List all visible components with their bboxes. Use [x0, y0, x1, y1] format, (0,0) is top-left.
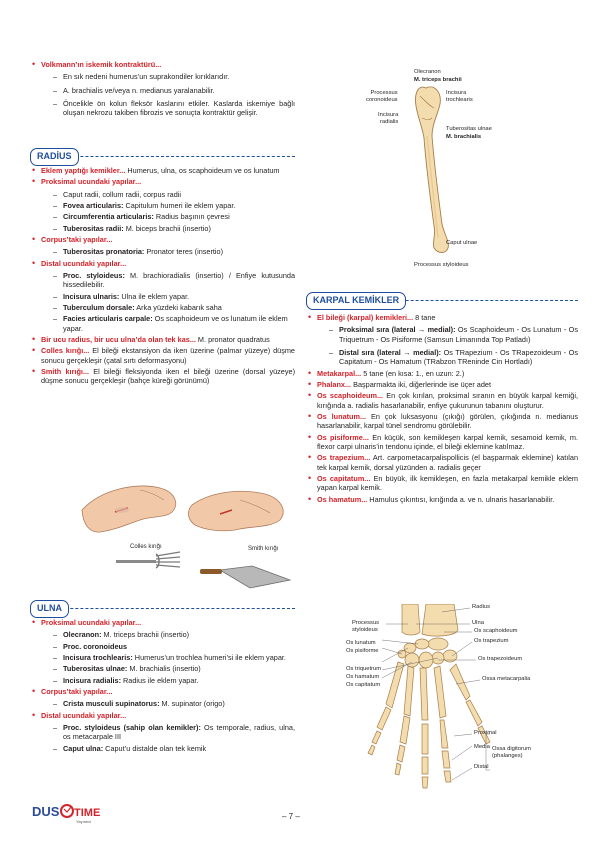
colles-label: Colles kırığı... — [41, 346, 90, 356]
ulna-section — [30, 598, 295, 755]
label-ulna: Ulna — [472, 620, 484, 626]
colles-figure-label: Colles kırığı — [130, 544, 162, 550]
label-proc-styloideus: Processus styloideus — [414, 262, 469, 268]
ulna-heading: ULNA — [30, 600, 69, 618]
ulna-corpus-label: Corpus’taki yapılar... — [41, 686, 113, 696]
hand-skeleton-figure — [346, 604, 578, 794]
hamatum-text: Hamulus çıkıntısı, kırığında a. ve n. ulnaris hasarlanabilir. — [367, 494, 555, 504]
pisiforme-label: Os pisiforme... — [317, 432, 369, 442]
list-item: – Tuberositas pronatoria: Pronator teres (insertio) — [41, 247, 295, 256]
radius-biruc-text: M. pronator quadratus — [195, 334, 270, 344]
trapezium-text: Art. carpometacarpalispollicis (el başparmak eklemine) katılan tek karpal kemik, dorsal yüzünden a. radialis geçer — [317, 453, 579, 472]
radius-heading: RADİUS — [30, 148, 79, 166]
label-os-trapezoideum: Os trapezoideum — [478, 656, 523, 662]
karpal-heading: KARPAL KEMİKLER — [306, 292, 406, 310]
label-distal: Distal — [474, 764, 489, 770]
phalanx-label: Phalanx... — [317, 379, 352, 389]
label-olecranon: Olecranon — [414, 69, 441, 75]
radius-eklem-text: Humerus, ulna, os scaphoideum ve os lunatum — [125, 166, 280, 175]
list-item: – Öncelikle ön kolun fleksör kaslarını etkiler. Kaslarda iskemiye bağlı oluşan nekrozu takiben fibrozis ve sonuçta kontraktür gelişir. — [41, 99, 295, 118]
colles-text: El bileği ekstansiyon da iken üzerine (palmar yüzeye) düşme sonucu gerçekleşir (çatal sırtı deformasyonu) — [41, 346, 295, 365]
list-item: – Crista musculi supinatorus: M. supinator (origo) — [41, 699, 295, 708]
list-item: – Incisura radialis: Radius ile eklem yapar. — [41, 676, 295, 685]
label-caput-ulnae: Caput ulnae — [446, 240, 478, 246]
radius-distal-label: Distal ucundaki yapılar... — [41, 258, 127, 268]
list-item: – Tuberculum dorsale: Arka yüzdeki kabarık saha — [41, 303, 295, 312]
label-proximal: Proximal — [474, 730, 497, 736]
ulna-distal-label: Distal ucundaki yapılar... — [41, 710, 127, 720]
pisiforme-text: En küçük, son kemikleşen karpal kemik, sesamoid kemik, m. flexor carpi ulnaris’in tendonu içinde, el bileği eklemine katılmaz. — [317, 432, 578, 451]
label-incisura-radialis: Incisura radialis — [378, 112, 399, 125]
page-number: – 7 – — [282, 812, 300, 821]
radius-eklem-label: Eklem yaptığı kemikler... — [41, 166, 126, 175]
list-item: – En sık nedeni humerus’un suprakondiler kırıklarıdır. — [41, 72, 295, 81]
list-item: – Proc. coronoideus — [41, 642, 295, 651]
smith-text: El bileği fleksiyonda iken el bileği üzerine (dorsal yüzeye) düşme sonucu gerçekleşir (bahçe küreği görünümü) — [41, 366, 295, 386]
list-item: – A. brachialis ve/veya n. medianus yaralanabilir. — [41, 86, 295, 95]
logo-text-dus: DUS — [32, 804, 60, 819]
list-item: – Caput ulna: Caput’u distalde olan tek kemik — [41, 744, 295, 753]
metakarpal-text: 5 tane (en kısa: 1., en uzun: 2.) — [361, 368, 465, 378]
karpal-bilegi-label: El bileği (karpal) kemikleri... — [317, 313, 414, 322]
capitatum-text: En büyük, ilk kemikleşen, en fazla metakarpal kemikle eklem yapan karpal kemik. — [317, 473, 578, 493]
karpal-bilegi-text: 8 tane — [413, 313, 436, 322]
radius-section — [30, 146, 295, 388]
smith-figure-label: Smith kırığı — [248, 546, 279, 552]
list-item: – Circumferentia articularis: Radius başının çevresi — [41, 212, 295, 221]
label-os-trapezium: Os trapezium — [474, 638, 509, 644]
phalanx-text: Başparmakta iki, diğerlerinde ise üçer adet — [351, 379, 492, 389]
list-item: – Tuberositas radii: M. biceps brachii (insertio) — [41, 224, 295, 233]
list-item: – Caput radii, collum radii, corpus radii — [41, 190, 295, 199]
list-item: – Fovea articularis: Capitulum humeri ile eklem yapar. — [41, 201, 295, 210]
metakarpal-label: Metakarpal... — [317, 368, 362, 378]
list-item: – Incisura trochlearis: Humerus’un trochlea humeri’si ile eklem yapar. — [41, 653, 295, 662]
scaphoideum-text: En çok kırılan, proksimal sıranın en büyük karpal kemiği, kırığında a. radialis hasarlanabilir, enfiye çukurunun tabanını oluşturur. — [317, 391, 578, 410]
label-ossa-metacarpalia: Ossa metacarpalia — [482, 676, 531, 682]
radius-biruc-label: Bir ucu radius, bir ucu ulna’da olan tek kas... — [41, 334, 196, 344]
list-item: – Incisura ulnaris: Ulna ile eklem yapar. — [41, 292, 295, 301]
smith-label: Smith kırığı... — [41, 366, 90, 376]
list-item: – Olecranon: M. triceps brachii (insertio) — [41, 630, 295, 639]
dustime-logo — [32, 800, 102, 828]
label-media: Media — [474, 744, 490, 750]
label-radius: Radius — [472, 604, 491, 610]
logo-text-time: TIME — [74, 807, 101, 819]
label-proc-coronoideus: Processus coronoideus — [366, 90, 398, 103]
label-os-triquetrum: Os triquetrum — [346, 666, 382, 672]
ulna-proksimal-label: Proksimal ucundaki yapılar... — [41, 618, 142, 627]
list-item: – Distal sıra (lateral → medial): Os TRapezium - Os TRapezoideum - Os Capitatum - Os Hamatum (TRabzon TReninde Cin Hortladı) — [317, 348, 578, 367]
scaphoideum-label: Os scaphoideum... — [317, 391, 384, 401]
ulna-bone-illustration — [306, 66, 578, 276]
fracture-illustration — [80, 470, 295, 592]
trapezium-label: Os trapezium... — [317, 453, 371, 463]
label-triceps: M. triceps brachii — [414, 77, 462, 83]
logo-text-sub: Yayınevi — [76, 819, 92, 824]
list-item: – Proc. styloideus: M. brachioradialis (insertio) / Enfiye kutusunda hissedilebilir. — [41, 271, 295, 290]
hamatum-label: Os hamatum... — [317, 494, 368, 504]
label-os-lunatum: Os lunatum — [346, 640, 376, 646]
volkmann-block — [30, 60, 295, 120]
label-os-scaphoideum: Os scaphoideum — [474, 628, 518, 634]
karpal-section — [306, 290, 578, 506]
lunatum-text: En çok luksasyonu (çıkığı) görülen, çıkığında n. medianus hasarlanabilir, karpal tünel sendromu görülebilir. — [317, 411, 579, 431]
label-proc-styloideus-hand: Processus styloideus — [352, 620, 380, 633]
label-os-capitatum: Os capitatum — [346, 682, 381, 688]
list-item: – Tuberositas ulnae: M. brachialis (insertio) — [41, 664, 295, 673]
list-item: – Facies articularis carpale: Os scaphoideum ve os lunatum ile eklem yapar. — [41, 314, 295, 333]
volkmann-title: Volkmann’ın iskemik kontraktürü... — [41, 60, 162, 69]
label-brachialis: M. brachialis — [446, 134, 482, 140]
label-ossa-digitorum: Ossa digitorum (phalanges) — [492, 746, 531, 759]
lunatum-label: Os lunatum... — [317, 411, 367, 421]
capitatum-label: Os capitatum... — [317, 473, 371, 483]
label-tuberositas-ulnae: Tuberositas ulnae — [446, 126, 492, 132]
list-item: – Proc. styloideus (sahip olan kemikler): Os temporale, radius, ulna, os metacarpale III — [41, 723, 295, 742]
label-os-pisiforme: Os pisiforme — [346, 648, 379, 654]
ulna-figure — [306, 66, 578, 276]
hand-bones-illustration — [346, 604, 578, 794]
colles-smith-figure — [80, 470, 295, 592]
logo-graphic — [32, 800, 102, 828]
label-incisura-trochlearis: Incisura trochlearis — [446, 90, 473, 103]
radius-proksimal-label: Proksimal ucundaki yapılar... — [41, 177, 142, 187]
radius-corpus-label: Corpus’taki yapılar... — [41, 234, 113, 244]
list-item: – Proksimal sıra (lateral → medial): Os Scaphoideum - Os Lunatum - Os Triquetrum - Os Pisiforme (Samsun Limanında Top Patladı) — [317, 325, 578, 344]
label-os-hamatum: Os hamatum — [346, 674, 380, 680]
